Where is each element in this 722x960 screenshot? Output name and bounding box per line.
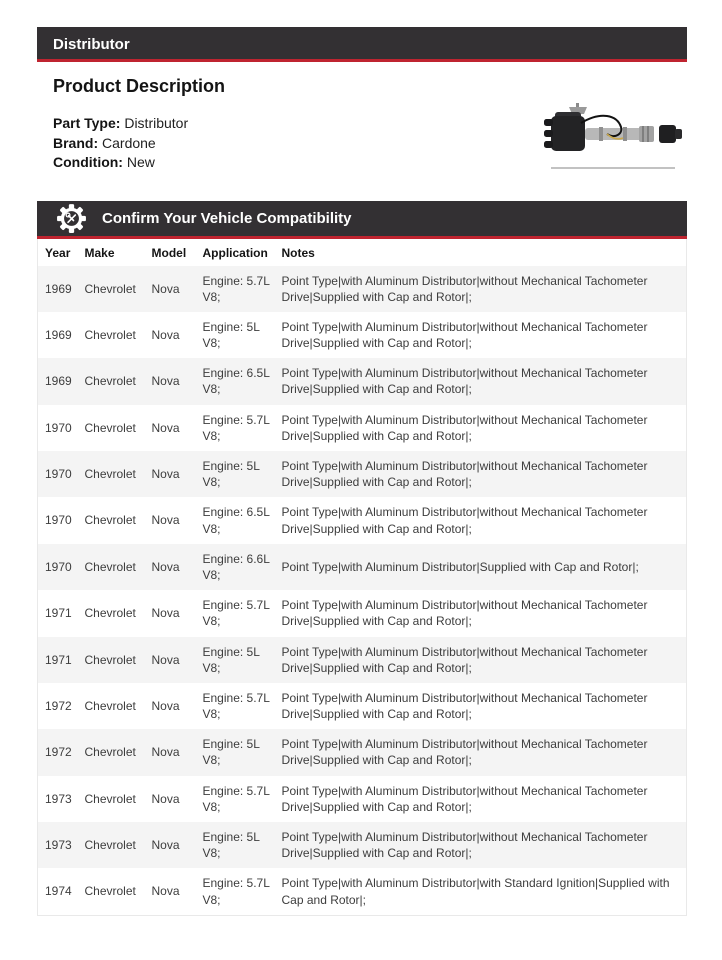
column-header-application: Application [203, 239, 282, 266]
table-row [38, 590, 687, 636]
product-image-caption-line [551, 167, 675, 169]
table-row [38, 637, 687, 683]
cell-application: Engine: 5L V8; [202, 737, 260, 768]
cell-make: Chevrolet [84, 559, 136, 574]
cell-application: Engine: 5L V8; [202, 830, 260, 861]
cell-notes: Point Type|with Aluminum Distributor|without Mechanical Tachometer Drive|Supplied with Cap and Rotor|; [281, 690, 648, 722]
cell-make: Chevrolet [84, 791, 136, 806]
product-description-section [37, 76, 687, 173]
cell-notes: Point Type|with Aluminum Distributor|without Mechanical Tachometer Drive|Supplied with Cap and Rotor|; [281, 366, 648, 397]
cell-make: Chevrolet [84, 884, 136, 899]
cell-model: Nova [151, 513, 180, 528]
cell-notes: Point Type|with Aluminum Distributor|with Standard Ignition|Supplied with Cap and Rotor|; [281, 876, 670, 907]
spec-label: Condition: [53, 154, 123, 170]
table-row [38, 497, 687, 543]
table-row [38, 868, 687, 915]
cell-make: Chevrolet [84, 652, 136, 667]
spec-label: Part Type: [53, 115, 121, 131]
cell-notes: Point Type|with Aluminum Distributor|without Mechanical Tachometer Drive|Supplied with Cap and Rotor|; [281, 273, 648, 304]
cell-notes: Point Type|with Aluminum Distributor|without Mechanical Tachometer Drive|Supplied with Cap and Rotor|; [281, 598, 648, 629]
table-row [38, 729, 687, 775]
compatibility-title: Confirm Your Vehicle Compatibility [102, 209, 352, 227]
cell-model: Nova [151, 698, 180, 713]
cell-model: Nova [151, 652, 180, 667]
page-container [37, 27, 687, 916]
cell-model: Nova [151, 606, 180, 621]
page-title: Distributor [37, 27, 687, 62]
cell-model: Nova [151, 745, 180, 760]
cell-application: Engine: 5.7L V8; [202, 876, 270, 907]
compatibility-table-body [38, 266, 687, 916]
table-header-row [38, 239, 687, 266]
cell-notes: Point Type|with Aluminum Distributor|without Mechanical Tachometer Drive|Supplied with Cap and Rotor|; [281, 319, 648, 351]
cell-application: Engine: 6.5L V8; [202, 505, 270, 536]
cell-year: 1970 [45, 559, 72, 574]
table-row [38, 683, 687, 729]
cell-notes: Point Type|with Aluminum Distributor|without Mechanical Tachometer Drive|Supplied with Cap and Rotor|; [281, 505, 648, 536]
cell-year: 1974 [45, 884, 72, 899]
cell-application: Engine: 6.5L V8; [202, 366, 270, 397]
cell-make: Chevrolet [84, 467, 136, 482]
cell-make: Chevrolet [84, 327, 136, 342]
cell-make: Chevrolet [84, 745, 136, 760]
cell-model: Nova [151, 467, 180, 482]
cell-year: 1972 [45, 745, 72, 760]
cell-make: Chevrolet [84, 513, 136, 528]
cell-year: 1970 [45, 513, 72, 528]
cell-application: Engine: 5.7L V8; [202, 598, 270, 629]
table-row [38, 312, 687, 358]
cell-model: Nova [151, 281, 180, 296]
cell-year: 1973 [45, 791, 72, 806]
table-row [38, 544, 687, 590]
cell-application: Engine: 5.7L V8; [202, 783, 270, 814]
cell-year: 1969 [45, 374, 72, 389]
cell-make: Chevrolet [84, 281, 136, 296]
cell-notes: Point Type|with Aluminum Distributor|without Mechanical Tachometer Drive|Supplied with Cap and Rotor|; [281, 830, 648, 861]
column-header-make: Make [85, 239, 152, 266]
cell-application: Engine: 5.7L V8; [202, 273, 270, 304]
cell-notes: Point Type|with Aluminum Distributor|without Mechanical Tachometer Drive|Supplied with Cap and Rotor|; [281, 412, 648, 443]
cell-make: Chevrolet [84, 420, 136, 435]
cell-year: 1971 [45, 606, 72, 621]
cell-notes: Point Type|with Aluminum Distributor|without Mechanical Tachometer Drive|Supplied with Cap and Rotor|; [281, 737, 648, 768]
cell-application: Engine: 5L V8; [202, 459, 260, 490]
product-description-heading: Product Description [53, 76, 226, 96]
cell-application: Engine: 5.7L V8; [202, 690, 270, 722]
cell-model: Nova [151, 327, 180, 342]
cell-year: 1971 [45, 652, 72, 667]
cell-model: Nova [151, 374, 180, 389]
cell-make: Chevrolet [84, 606, 136, 621]
cell-make: Chevrolet [84, 698, 136, 713]
table-row [38, 776, 687, 822]
cell-notes: Point Type|with Aluminum Distributor|without Mechanical Tachometer Drive|Supplied with Cap and Rotor|; [281, 459, 648, 490]
cell-model: Nova [151, 838, 180, 853]
spec-value: New [126, 154, 155, 170]
cell-year: 1969 [45, 327, 72, 342]
table-row [38, 266, 687, 312]
cell-model: Nova [151, 791, 180, 806]
cell-application: Engine: 5L V8; [202, 319, 260, 351]
cell-notes: Point Type|with Aluminum Distributor|without Mechanical Tachometer Drive|Supplied with Cap and Rotor|; [281, 644, 648, 675]
cell-application: Engine: 6.6L V8; [202, 551, 270, 582]
cell-application: Engine: 5L V8; [202, 644, 260, 675]
cell-year: 1972 [45, 698, 72, 713]
table-row [38, 822, 687, 868]
cell-model: Nova [151, 559, 180, 574]
cell-notes: Point Type|with Aluminum Distributor|Supplied with Cap and Rotor|; [281, 559, 639, 574]
cell-make: Chevrolet [84, 374, 136, 389]
cell-model: Nova [151, 884, 180, 899]
cell-make: Chevrolet [84, 838, 136, 853]
compatibility-table [37, 239, 687, 916]
spec-label: Brand: [53, 134, 99, 151]
column-header-year: Year [38, 239, 85, 266]
table-row [38, 451, 687, 497]
gear-tools-icon [55, 202, 88, 235]
column-header-notes: Notes [282, 239, 687, 266]
cell-notes: Point Type|with Aluminum Distributor|without Mechanical Tachometer Drive|Supplied with Cap and Rotor|; [281, 783, 648, 814]
compatibility-header-bar [37, 201, 687, 239]
cell-year: 1970 [45, 467, 72, 482]
cell-application: Engine: 5.7L V8; [202, 412, 270, 443]
cell-year: 1970 [45, 420, 72, 435]
cell-year: 1973 [45, 838, 72, 853]
column-header-model: Model [152, 239, 203, 266]
table-row [38, 358, 687, 404]
spec-value: Cardone [102, 134, 156, 151]
spec-value: Distributor [124, 115, 189, 131]
cell-model: Nova [151, 420, 180, 435]
cell-year: 1969 [45, 281, 72, 296]
distributor-part-image [543, 103, 693, 175]
table-row [38, 405, 687, 451]
